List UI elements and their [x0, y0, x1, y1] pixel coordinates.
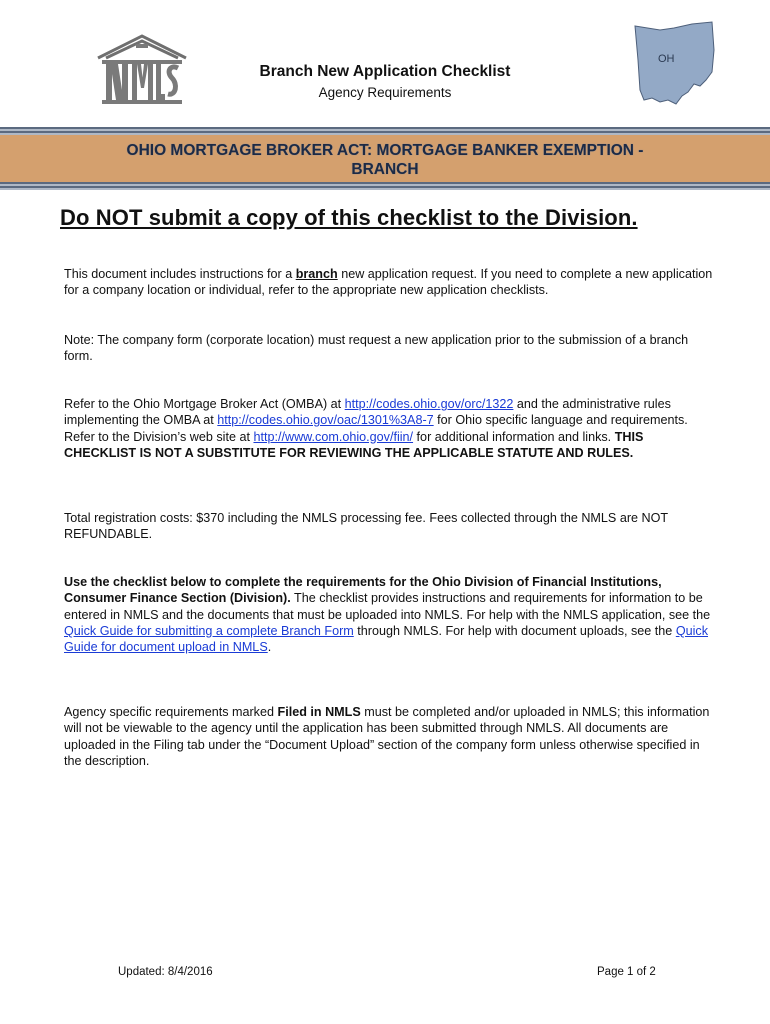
omba-link[interactable]: http://codes.ohio.gov/orc/1322 [344, 397, 514, 411]
costs-paragraph: Total registration costs: $370 including the NMLS processing fee. Fees collected through the NMLS are NOT REFUNDABLE. [64, 511, 668, 542]
division-website-link[interactable]: http://www.com.ohio.gov/fiin/ [253, 429, 414, 444]
oac-rules-link[interactable]: http://codes.ohio.gov/oac/1301%3A8-7 [217, 413, 434, 428]
statute-disclaimer: THIS CHECKLIST IS NOT A SUBSTITUTE FOR REVIEWING THE APPLICABLE STATUTE AND RULES. [64, 429, 644, 460]
note-paragraph: Note: The company form (corporate location) must request a new application prior to the submission of a branch form. [64, 333, 689, 364]
document-upload-guide-link[interactable]: Quick Guide for document upload in NMLS [64, 623, 709, 655]
intro-paragraph: This document includes instructions for a branch new application request. If you need to complete a new application for a company location or individual, refer to the appropriate new application checklists. [64, 267, 713, 298]
document-title: Branch New Application Checklist [259, 63, 511, 80]
branch-emphasis: branch [295, 267, 338, 281]
banner-bottom-border [0, 182, 770, 190]
document-subtitle: Agency Requirements [318, 85, 452, 100]
banner-title-line1: OHIO MORTGAGE BROKER ACT: MORTGAGE BANKER EXEMPTION - [126, 142, 644, 159]
state-map-label: OH [658, 53, 675, 65]
agency-requirements-paragraph: Agency specific requirements marked Filed in NMLS must be completed and/or uploaded in NMLS; this information will not be viewable to the agency until the application has been submitted through NMLS. All documents are uploaded in the Filing tab under the “Document Upload” section of the company form unless otherwise specified in the description. [64, 705, 710, 768]
statute-paragraph: Refer to the Ohio Mortgage Broker Act (OMBA) at http://codes.ohio.gov/orc/1322 and the administrative rules implementing the OMBA at http://codes.ohio.gov/oac/1301%3A8-7 for Ohio specific language and requirements. Refer to the Division’s web site at http://www.com.ohio.gov/fiin/ for additional information and links. THIS CHECKLIST IS NOT A SUBSTITUTE FOR REVIEWING THE APPLICABLE STATUTE AND RULES. [64, 397, 688, 460]
page-number: Page 1 of 2 [597, 966, 656, 978]
submission-warning: Do NOT submit a copy of this checklist to the Division. [60, 205, 638, 230]
branch-form-guide-link[interactable]: Quick Guide for submitting a complete Branch Form [64, 623, 354, 638]
banner-top-border [0, 127, 770, 135]
checklist-instructions-paragraph: Use the checklist below to complete the requirements for the Ohio Division of Financial Institutions, Consumer Finance Section (Division). The checklist provides instructions and requirements for information to be entered in NMLS and the documents that must be uploaded into NMLS. For help with the NMLS application, see the Quick Guide for submitting a complete Branch Form through NMLS. For help with document uploads, see the Quick Guide for document upload in NMLS. [64, 575, 711, 655]
updated-date: Updated: 8/4/2016 [118, 966, 213, 978]
section-banner [0, 135, 770, 182]
banner-title-line2: BRANCH [351, 161, 419, 178]
